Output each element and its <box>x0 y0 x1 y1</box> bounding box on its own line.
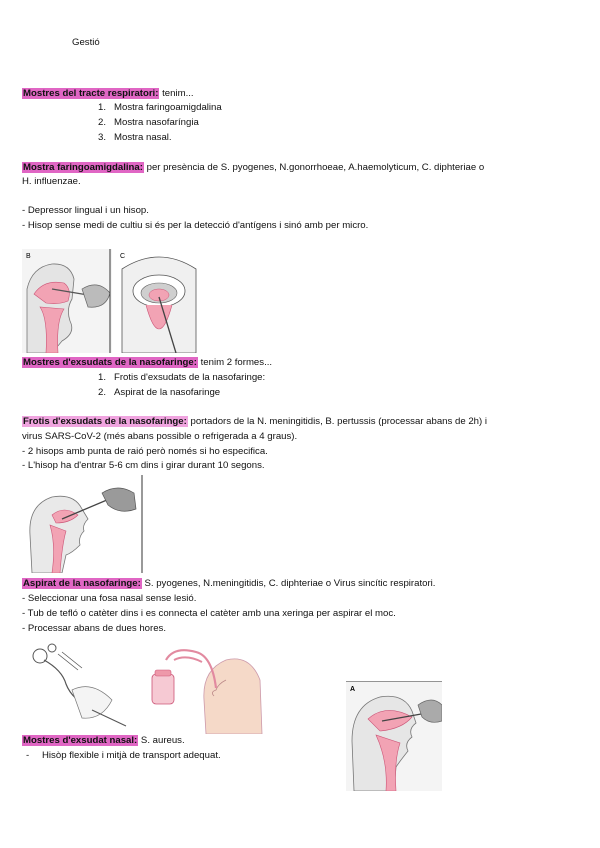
section-heading-rest: S. aureus. <box>138 735 185 746</box>
bullet-line: - Processar abans de dues hores. <box>22 623 166 634</box>
section-heading-rest: tenim... <box>159 88 194 99</box>
section-respiratory-heading-line <box>22 88 194 100</box>
list-item: - Hisòp flexible i mitjà de transport adequat. <box>26 750 221 761</box>
figure-label-b: B <box>26 253 31 260</box>
bullet-line: - Hisop sense medi de cultiu si és per la detecció d'antígens i sinó amb per micro. <box>22 220 369 231</box>
section-heading-highlight: Mostres d'exsudat nasal: <box>23 735 138 746</box>
bullet-line: - 2 hisops amb punta de raió però només si ho especifica. <box>22 446 268 457</box>
aspiration-device-figure <box>22 640 146 734</box>
list-item: 1. Frotis d'exsudats de la nasofaringe: <box>97 372 266 383</box>
section-aspirat-heading-line <box>22 578 435 590</box>
throat-swab-side-figure <box>22 249 112 353</box>
section-heading-rest: per presència de S. pyogenes, N.gonorrhoeae, A.haemolyticum, C. diphteriae o <box>143 162 485 173</box>
section-faringoamigdalina-heading-line <box>22 162 484 174</box>
paragraph-line: H. influenzae. <box>22 176 81 187</box>
bullet-line: - L'hisop ha d'entrar 5-6 cm dins i girar durant 10 segons. <box>22 460 265 471</box>
section-heading-highlight: Mostres del tracte respiratori: <box>23 88 159 99</box>
section-heading-highlight: Mostres d'exsudats de la nasofaringe: <box>23 357 197 368</box>
bullet-line: - Depressor lingual i un hisop. <box>22 205 149 216</box>
list-item: 2. Aspirat de la nasofaringe <box>97 387 221 398</box>
list-item: 2. Mostra nasofaríngia <box>97 117 199 128</box>
list-item: 3. Mostra nasal. <box>97 132 172 143</box>
section-frotis-heading-line <box>22 416 487 428</box>
throat-swab-front-figure <box>116 249 202 353</box>
figure-label-c: C <box>120 253 126 260</box>
figure-label-a: A <box>350 686 356 693</box>
aspiration-patient-figure <box>146 640 266 734</box>
section-nasal-heading-line <box>22 735 185 747</box>
bullet-line: - Tub de tefló o catèter dins i es connecta el catèter amb una xeringa per aspirar el moc. <box>22 608 396 619</box>
bullet-line: - Seleccionar una fosa nasal sense lesió. <box>22 593 197 604</box>
section-heading-rest: portadors de la N. meningitidis, B. pertussis (processar abans de 2h) i <box>187 416 487 427</box>
section-heading-highlight: Aspirat de la nasofaringe: <box>23 578 141 589</box>
section-heading-rest: tenim 2 formes... <box>197 357 273 368</box>
section-heading-rest: S. pyogenes, N.meningitidis, C. diphteriae o Virus sincític respiratori. <box>141 578 436 589</box>
paragraph-line: virus SARS-CoV-2 (més abans possible o refrigerada a 4 graus). <box>22 431 298 442</box>
section-nasofaringe-heading-line <box>22 357 272 369</box>
section-heading-highlight: Frotis d'exsudats de la nasofaringe: <box>23 416 187 427</box>
nasopharyngeal-swab-figure <box>22 475 146 573</box>
section-heading-highlight: Mostra faringoamigdalina: <box>23 162 143 173</box>
nasal-swab-figure <box>346 681 442 791</box>
page-header-title: Gestió <box>72 37 100 48</box>
list-item: 1. Mostra faringoamigdalina <box>97 102 222 113</box>
